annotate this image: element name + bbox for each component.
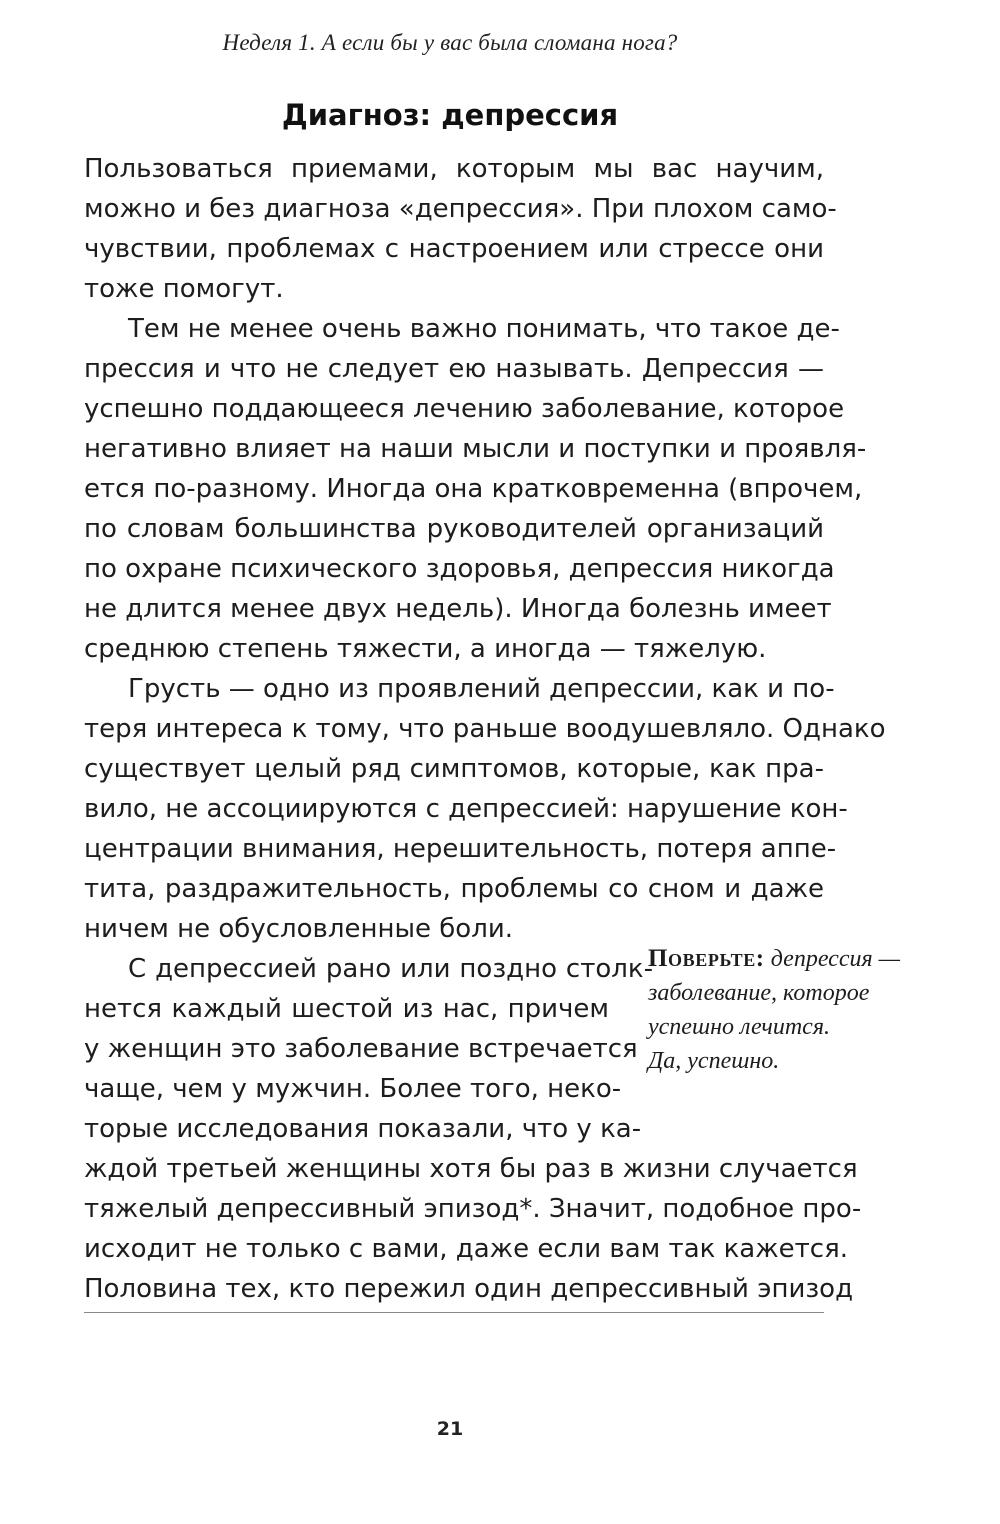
text-line: вило, не ассоциируются с депрессией: нарушение кон- (84, 794, 848, 824)
text-line: ничем не обусловленные боли. (84, 914, 513, 944)
margin-note-line: Да, успешно. (648, 1048, 780, 1074)
text-line: успешно поддающееся лечению заболевание, которое (84, 394, 845, 424)
margin-note-line: заболевание, которое (648, 980, 870, 1006)
text-line: у женщин это заболевание встречается (84, 1034, 638, 1064)
body-text (84, 149, 886, 1309)
text-line: тоже помогут. (84, 274, 284, 304)
section-title: Диагноз: депрессия (281, 98, 619, 132)
text-line: прессия и что не следует ею называть. Депрессия — (84, 354, 824, 384)
text-line: торые исследования показали, что у ка- (84, 1114, 642, 1144)
text-line: тита, раздражительность, проблемы со сном и даже (84, 874, 824, 904)
running-head: Неделя 1. А если бы у вас была сломана нога? (222, 30, 678, 55)
text-line: ждой третьей женщины хотя бы раз в жизни случается (84, 1154, 858, 1184)
margin-note (648, 942, 928, 1078)
text-line: чаще, чем у мужчин. Более того, неко- (84, 1074, 622, 1104)
margin-note-line: успешно лечится. (648, 1014, 830, 1040)
text-line: Половина тех, кто пережил один депрессивный эпизод (84, 1274, 854, 1304)
text-line: Тем не менее очень важно понимать, что такое де- (128, 314, 840, 344)
margin-note-line (648, 942, 928, 976)
text-line: Грусть — одно из проявлений депрессии, как и по- (128, 674, 835, 704)
text-line: можно и без диагноза «депрессия». При плохом само- (84, 194, 837, 224)
text-line: тяжелый депрессивный эпизод*. Значит, подобное про- (84, 1194, 862, 1224)
text-line: не длится менее двух недель). Иногда болезнь имеет (84, 594, 832, 624)
text-line: исходит не только с вами, даже если вам так кажется. (84, 1234, 849, 1264)
footnote-divider (84, 1312, 824, 1313)
text-line: по охране психического здоровья, депрессия никогда (84, 554, 835, 584)
text-line: чувствии, проблемах с настроением или стрессе они (84, 234, 824, 264)
text-line: Пользоваться приемами, которым мы вас научим, (84, 154, 824, 184)
text-line: существует целый ряд симптомов, которые, как пра- (84, 754, 824, 784)
text-line: С депрессией рано или поздно столк- (128, 954, 653, 984)
text-line: ется по-разному. Иногда она кратковременна (впрочем, (84, 474, 863, 504)
text-line: нется каждый шестой из нас, причем (84, 994, 609, 1024)
margin-note-text: депрессия — (770, 946, 900, 972)
text-line: негативно влияет на наши мысли и поступки и проявля- (84, 434, 867, 464)
text-line: по словам большинства руководителей организаций (84, 514, 824, 544)
page-number: 21 (436, 1418, 464, 1440)
text-line: теря интереса к тому, что раньше воодушевляло. Однако (84, 714, 886, 744)
text-line: среднюю степень тяжести, а иногда — тяжелую. (84, 634, 767, 664)
margin-note-label: Поверьте: (648, 945, 765, 972)
text-line: центрации внимания, нерешительность, потеря аппе- (84, 834, 837, 864)
